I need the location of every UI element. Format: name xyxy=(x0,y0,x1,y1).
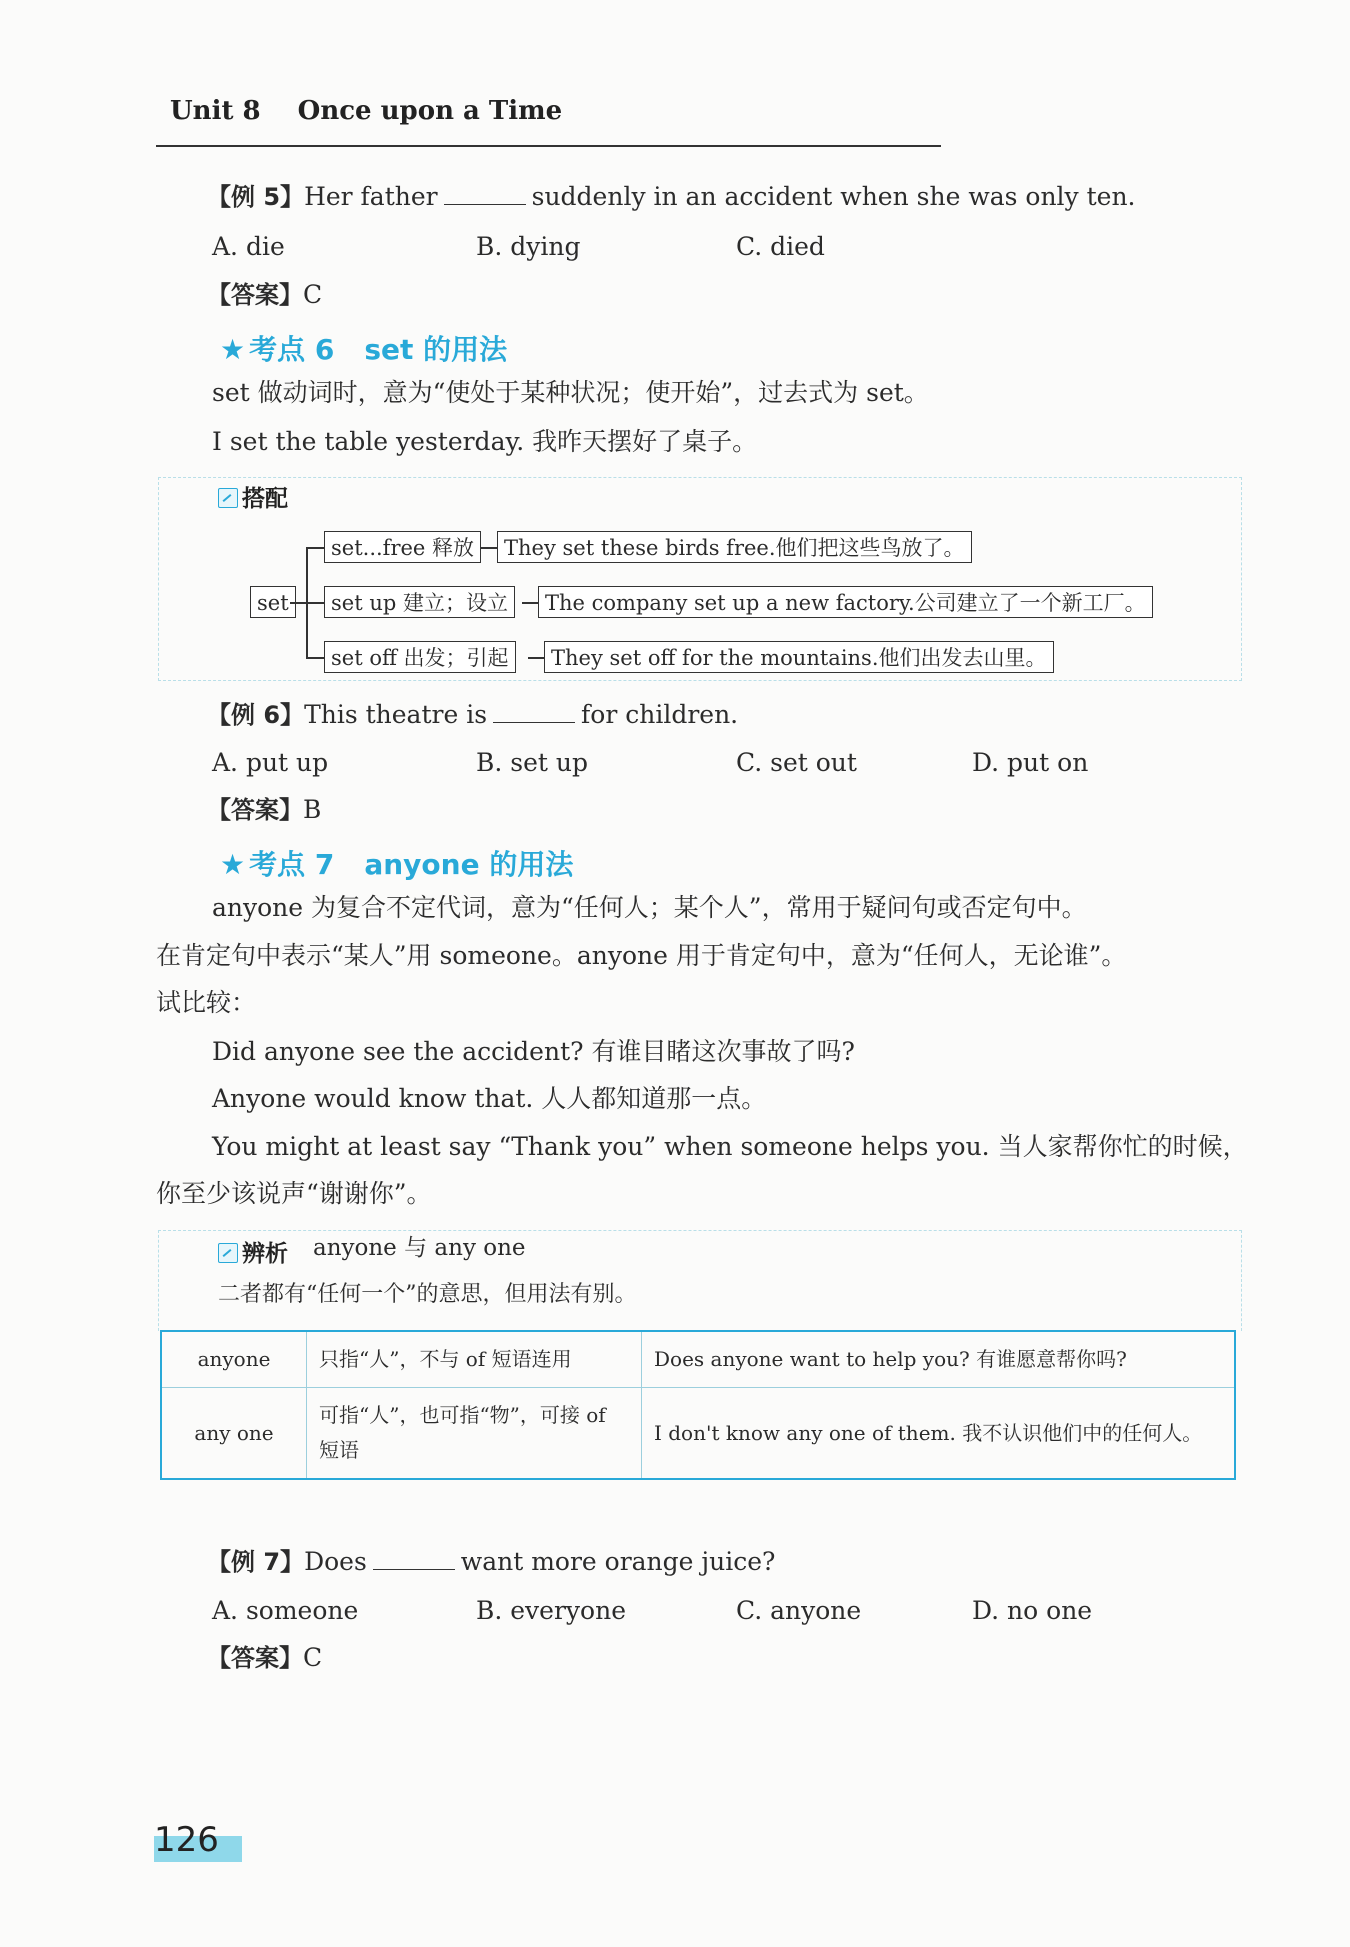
example-7-answer: 【答案】C xyxy=(207,1643,323,1672)
example-6-option-c: C. set out xyxy=(736,748,857,777)
header-rule xyxy=(156,145,941,147)
analysis-label: 辨析 xyxy=(218,1235,288,1268)
comparison-table xyxy=(160,1330,1236,1480)
example-7-option-c: C. anyone xyxy=(736,1596,862,1625)
kaodian-6-description: set 做动词时，意为“使处于某种状况；使开始”，过去式为 set。 xyxy=(212,378,929,407)
kaodian-7-example: Anyone would know that. 人人都知道那一点。 xyxy=(212,1084,767,1113)
collocation-example: They set off for the mountains.他们出发去山里。 xyxy=(544,641,1054,673)
kaodian-7-paragraph: 试比较： xyxy=(156,988,257,1017)
example-6-option-d: D. put on xyxy=(972,748,1089,777)
example-7-option-d: D. no one xyxy=(972,1596,1093,1625)
pen-note-icon xyxy=(218,488,238,508)
example-7-option-b: B. everyone xyxy=(476,1596,626,1625)
example-6-option-b: B. set up xyxy=(476,748,588,777)
collocation-example: The company set up a new factory.公司建立了一个新工厂。 xyxy=(538,586,1153,618)
collocation-example: They set these birds free.他们把这些鸟放了。 xyxy=(497,531,972,563)
kaodian-7-paragraph: 在肯定句中表示“某人”用 someone。anyone 用于肯定句中，意为“任何人，无论谁”。 xyxy=(156,941,1127,970)
table-cell-usage: 只指“人”，不与 of 短语连用 xyxy=(307,1331,642,1388)
example-6-answer: 【答案】B xyxy=(207,795,322,824)
example-5-option-b: B. dying xyxy=(476,232,581,261)
kaodian-6-heading: ★ 考点 6 set 的用法 xyxy=(220,333,508,366)
collocation-phrase: set off 出发；引起 xyxy=(324,641,516,673)
answer-blank xyxy=(373,1547,455,1570)
example-6-option-a: A. put up xyxy=(212,748,329,777)
tree-connector xyxy=(290,602,306,604)
table-row xyxy=(161,1388,1235,1480)
answer-blank xyxy=(444,182,526,205)
table-row xyxy=(161,1331,1235,1388)
star-icon: ★ xyxy=(220,333,246,366)
kaodian-7-example: Did anyone see the accident? 有谁目睹这次事故了吗? xyxy=(212,1037,855,1066)
example-5-option-c: C. died xyxy=(736,232,825,261)
page-number: 126 xyxy=(154,1820,219,1860)
collocation-phrase: set up 建立；设立 xyxy=(324,586,515,618)
pen-note-icon xyxy=(218,1243,238,1263)
table-cell-usage: 可指“人”，也可指“物”，可接 of 短语 xyxy=(307,1388,642,1480)
example-5-answer: 【答案】C xyxy=(207,280,323,309)
example-7-question: 【例 7】Does want more orange juice? xyxy=(207,1547,776,1576)
tree-root-set: set xyxy=(250,586,296,618)
analysis-description: 二者都有“任何一个”的意思，但用法有别。 xyxy=(218,1282,637,1307)
star-icon: ★ xyxy=(220,848,246,881)
example-7-option-a: A. someone xyxy=(212,1596,359,1625)
unit-title: Once upon a Time xyxy=(297,96,563,126)
table-cell-word: any one xyxy=(161,1388,307,1480)
kaodian-7-example: 你至少该说声“谢谢你”。 xyxy=(156,1179,432,1208)
table-cell-word: anyone xyxy=(161,1331,307,1388)
example-5-question: 【例 5】Her father suddenly in an accident when she was only ten. xyxy=(207,182,1136,211)
table-cell-example: Does anyone want to help you? 有谁愿意帮你吗? xyxy=(642,1331,1236,1388)
collocation-phrase: set...free 释放 xyxy=(324,531,481,563)
kaodian-7-example: You might at least say “Thank you” when someone helps you. 当人家帮你忙的时候， xyxy=(212,1132,1248,1161)
kaodian-6-example: I set the table yesterday. 我昨天摆好了桌子。 xyxy=(212,427,758,456)
running-header xyxy=(170,96,562,126)
unit-label: Unit 8 xyxy=(170,96,261,126)
table-cell-example: I don't know any one of them. 我不认识他们中的任何人。 xyxy=(642,1388,1236,1480)
answer-blank xyxy=(493,700,575,723)
analysis-title: anyone 与 any one xyxy=(313,1235,526,1261)
example-5-option-a: A. die xyxy=(212,232,285,261)
kaodian-7-paragraph: anyone 为复合不定代词，意为“任何人；某个人”，常用于疑问句或否定句中。 xyxy=(212,893,1087,922)
collocation-label: 搭配 xyxy=(218,480,288,513)
example-tag: 【例 5】 xyxy=(207,183,305,211)
example-6-question: 【例 6】This theatre is for children. xyxy=(207,700,739,729)
kaodian-7-heading: ★ 考点 7 anyone 的用法 xyxy=(220,848,574,881)
